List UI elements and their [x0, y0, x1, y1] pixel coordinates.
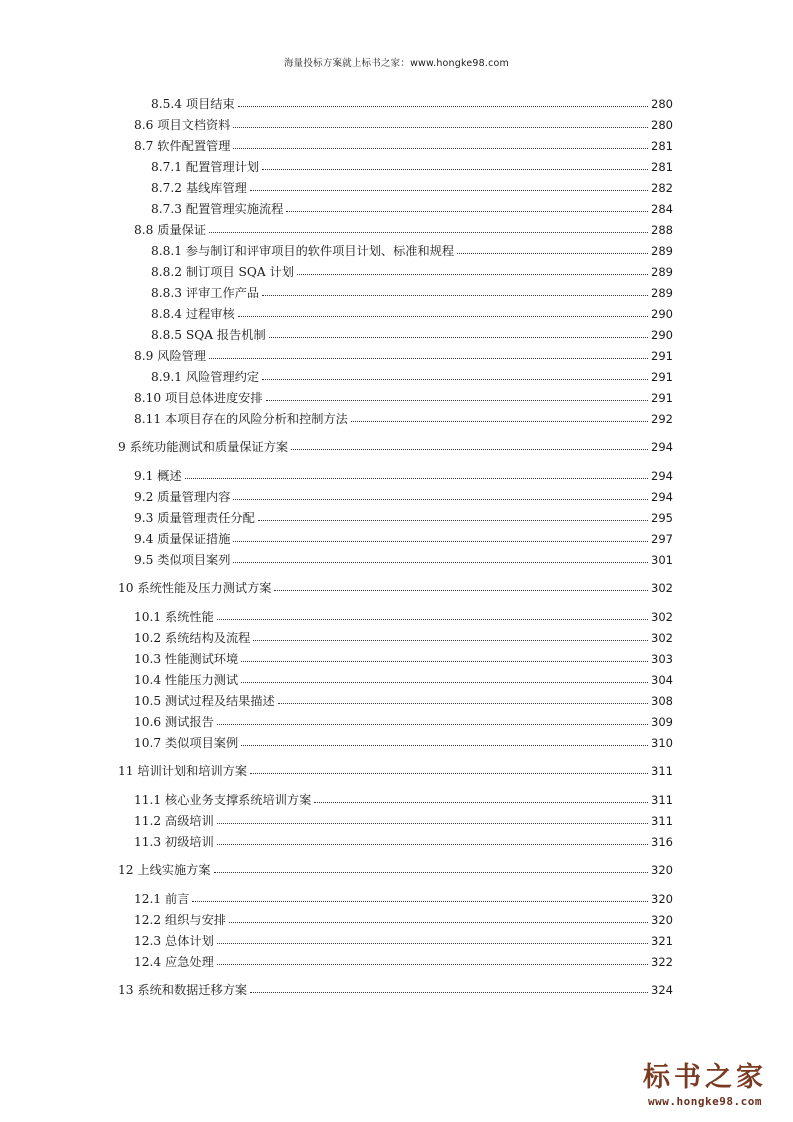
toc-entry-page: 297: [651, 532, 673, 546]
toc-dot-leader: [253, 640, 648, 641]
toc-entry[interactable]: [134, 890, 673, 906]
toc-entry-page: 302: [651, 631, 673, 645]
toc-entry-page: 291: [651, 370, 673, 384]
toc-dot-leader: [291, 449, 648, 450]
toc-entry[interactable]: [151, 368, 673, 384]
toc-entry-page: 281: [651, 160, 673, 174]
toc-entry-page: 302: [651, 610, 673, 624]
toc-entry-page: 322: [651, 955, 673, 969]
watermark-title: 标书之家: [643, 1062, 767, 1093]
toc-dot-leader: [209, 358, 648, 359]
toc-entry-title: 8.7 软件配置管理: [134, 139, 231, 153]
toc-dot-leader: [457, 253, 648, 254]
toc-entry-title: 12.1 前言: [134, 892, 190, 906]
toc-dot-leader: [241, 745, 648, 746]
watermark-logo: [635, 1063, 775, 1108]
toc-entry-page: 320: [651, 863, 673, 877]
toc-entry[interactable]: [151, 179, 673, 195]
toc-dot-leader: [286, 211, 648, 212]
toc-dot-leader: [185, 478, 648, 479]
toc-entry-title: 10.3 性能测试环境: [134, 652, 239, 666]
toc-dot-leader: [217, 844, 648, 845]
toc-entry-page: 290: [651, 307, 673, 321]
toc-entry[interactable]: [134, 791, 673, 807]
toc-entry[interactable]: [118, 438, 673, 454]
toc-entry-title: 8.9 风险管理: [134, 349, 207, 363]
toc-dot-leader: [217, 619, 648, 620]
toc-entry-title: 11 培训计划和培训方案: [118, 764, 248, 778]
toc-entry[interactable]: [151, 95, 673, 111]
toc-entry[interactable]: [118, 981, 673, 997]
toc-entry-page: 280: [651, 97, 673, 111]
toc-entry-title: 12.4 应急处理: [134, 955, 214, 969]
toc-entry-page: 311: [651, 814, 673, 828]
toc-dot-leader: [217, 964, 648, 965]
toc-entry-page: 308: [651, 694, 673, 708]
toc-entry-title: 8.9.1 风险管理约定: [151, 370, 260, 384]
toc-dot-leader: [209, 232, 648, 233]
toc-entry-title: 12 上线实施方案: [118, 863, 211, 877]
toc-entry-title: 10.6 测试报告: [134, 715, 214, 729]
toc-dot-leader: [214, 872, 649, 873]
toc-entry-title: 9.3 质量管理责任分配: [134, 511, 255, 525]
toc-entry[interactable]: [134, 551, 673, 567]
toc-entry-title: 9.2 质量管理内容: [134, 490, 231, 504]
toc-entry[interactable]: [151, 242, 673, 258]
toc-entry[interactable]: [134, 530, 673, 546]
toc-entry-page: 311: [651, 764, 673, 778]
toc-dot-leader: [233, 562, 648, 563]
toc-entry[interactable]: [151, 263, 673, 279]
toc-entry[interactable]: [151, 158, 673, 174]
toc-dot-leader: [238, 106, 648, 107]
toc-entry-title: 12.3 总体计划: [134, 934, 214, 948]
toc-dot-leader: [192, 901, 648, 902]
toc-entry-page: 289: [651, 244, 673, 258]
toc-entry-page: 324: [651, 983, 673, 997]
toc-entry-page: 291: [651, 391, 673, 405]
toc-entry-page: 291: [651, 349, 673, 363]
toc-entry-page: 289: [651, 286, 673, 300]
toc-entry-page: 288: [651, 223, 673, 237]
page-header: 海量投标方案就上标书之家：www.hongke98.com: [283, 58, 510, 69]
toc-entry-title: 8.10 项目总体进度安排: [134, 391, 263, 405]
toc-dot-leader: [269, 337, 648, 338]
toc-entry-page: 289: [651, 265, 673, 279]
toc-dot-leader: [217, 724, 648, 725]
toc-entry[interactable]: [134, 488, 673, 504]
toc-entry-title: 8.8.2 制订项目 SQA 计划: [151, 265, 294, 279]
toc-entry[interactable]: [151, 284, 673, 300]
toc-entry-page: 303: [651, 652, 673, 666]
toc-dot-leader: [241, 682, 648, 683]
toc-entry[interactable]: [134, 671, 673, 687]
toc-entry-title: 8.8.1 参与制订和评审项目的软件项目计划、标准和规程: [151, 244, 455, 258]
toc-entry-title: 11.2 高级培训: [134, 814, 214, 828]
toc-entry-page: 309: [651, 715, 673, 729]
toc-entry[interactable]: [134, 812, 673, 828]
toc-entry-page: 301: [651, 553, 673, 567]
toc-entry[interactable]: [134, 650, 673, 666]
toc-entry-title: 11.1 核心业务支撑系统培训方案: [134, 793, 312, 807]
toc-entry[interactable]: [118, 579, 673, 595]
toc-entry-title: 8.8.3 评审工作产品: [151, 286, 260, 300]
toc-entry-page: 316: [651, 835, 673, 849]
toc-dot-leader: [233, 127, 648, 128]
toc-entry-page: 280: [651, 118, 673, 132]
toc-entry-page: 311: [651, 793, 673, 807]
toc-entry-title: 10.7 类似项目案例: [134, 736, 239, 750]
toc-entry[interactable]: [151, 200, 673, 216]
toc-dot-leader: [351, 421, 648, 422]
toc-entry-title: 13 系统和数据迁移方案: [118, 983, 248, 997]
toc-dot-leader: [250, 992, 648, 993]
toc-dot-leader: [250, 773, 648, 774]
toc-entry[interactable]: [134, 509, 673, 525]
toc-entry[interactable]: [134, 833, 673, 849]
toc-entry-title: 8.8 质量保证: [134, 223, 207, 237]
toc-entry[interactable]: [151, 326, 673, 342]
toc-entry-page: 302: [651, 581, 673, 595]
toc-entry[interactable]: [118, 861, 673, 877]
toc-dot-leader: [241, 661, 648, 662]
toc-entry[interactable]: [134, 389, 673, 405]
watermark-url: www.hongke98.com: [648, 1095, 762, 1108]
toc-entry-title: 12.2 组织与安排: [134, 913, 226, 927]
toc-dot-leader: [238, 316, 648, 317]
toc-entry-title: 8.5.4 项目结束: [151, 97, 235, 111]
toc-entry-title: 9 系统功能测试和质量保证方案: [118, 440, 289, 454]
toc-entry[interactable]: [134, 221, 673, 237]
toc-dot-leader: [217, 823, 648, 824]
toc-dot-leader: [258, 520, 648, 521]
toc-entry-title: 10.5 测试过程及结果描述: [134, 694, 275, 708]
toc-entry-title: 10.2 系统结构及流程: [134, 631, 251, 645]
toc-dot-leader: [233, 148, 648, 149]
toc-entry-page: 304: [651, 673, 673, 687]
toc-entry[interactable]: [151, 305, 673, 321]
toc-entry[interactable]: [134, 137, 673, 153]
toc-entry[interactable]: [134, 734, 673, 750]
toc-entry-title: 8.7.1 配置管理计划: [151, 160, 260, 174]
toc-entry-page: 290: [651, 328, 673, 342]
toc-dot-leader: [297, 274, 648, 275]
toc-entry[interactable]: [118, 762, 673, 778]
toc-entry-title: 9.1 概述: [134, 469, 182, 483]
toc-dot-leader: [217, 943, 648, 944]
toc-dot-leader: [274, 590, 648, 591]
toc-entry-page: 292: [651, 412, 673, 426]
toc-dot-leader: [229, 922, 648, 923]
toc-entry-page: 320: [651, 913, 673, 927]
toc-entry-title: 8.7.2 基线库管理: [151, 181, 247, 195]
toc-entry-page: 281: [651, 139, 673, 153]
toc-entry-page: 294: [651, 440, 673, 454]
toc-entry-page: 294: [651, 490, 673, 504]
toc-dot-leader: [233, 541, 648, 542]
toc-entry-title: 9.5 类似项目案列: [134, 553, 231, 567]
toc-entry-page: 321: [651, 934, 673, 948]
toc-dot-leader: [314, 802, 648, 803]
toc-entry-title: 10 系统性能及压力测试方案: [118, 581, 272, 595]
toc-entry-title: 11.3 初级培训: [134, 835, 214, 849]
toc-dot-leader: [250, 190, 648, 191]
toc-dot-leader: [262, 379, 648, 380]
toc-entry-title: 8.7.3 配置管理实施流程: [151, 202, 284, 216]
toc-entry-title: 8.8.5 SQA 报告机制: [151, 328, 266, 342]
toc-dot-leader: [266, 400, 649, 401]
toc-entry[interactable]: [134, 347, 673, 363]
toc-entry[interactable]: [134, 953, 673, 969]
toc-entry[interactable]: [134, 932, 673, 948]
toc-entry[interactable]: [134, 467, 673, 483]
toc-entry-title: 8.8.4 过程审核: [151, 307, 235, 321]
toc-entry-page: 294: [651, 469, 673, 483]
toc-dot-leader: [262, 295, 648, 296]
toc-entry[interactable]: [134, 608, 673, 624]
toc-entry-page: 320: [651, 892, 673, 906]
toc-entry[interactable]: [134, 911, 673, 927]
toc-entry[interactable]: [134, 629, 673, 645]
toc-entry[interactable]: [134, 713, 673, 729]
toc-entry[interactable]: [134, 410, 673, 426]
toc-dot-leader: [262, 169, 648, 170]
toc-entry-title: 8.11 本项目存在的风险分析和控制方法: [134, 412, 348, 426]
toc-entry-page: 282: [651, 181, 673, 195]
toc-entry-page: 295: [651, 511, 673, 525]
toc-entry-title: 8.6 项目文档资料: [134, 118, 231, 132]
toc-entry-title: 9.4 质量保证措施: [134, 532, 231, 546]
toc-dot-leader: [278, 703, 648, 704]
toc-entry[interactable]: [134, 692, 673, 708]
toc-entry[interactable]: [134, 116, 673, 132]
toc-entry-title: 10.1 系统性能: [134, 610, 214, 624]
toc-entry-title: 10.4 性能压力测试: [134, 673, 239, 687]
toc-entry-page: 310: [651, 736, 673, 750]
toc-entry-page: 284: [651, 202, 673, 216]
toc-dot-leader: [233, 499, 648, 500]
